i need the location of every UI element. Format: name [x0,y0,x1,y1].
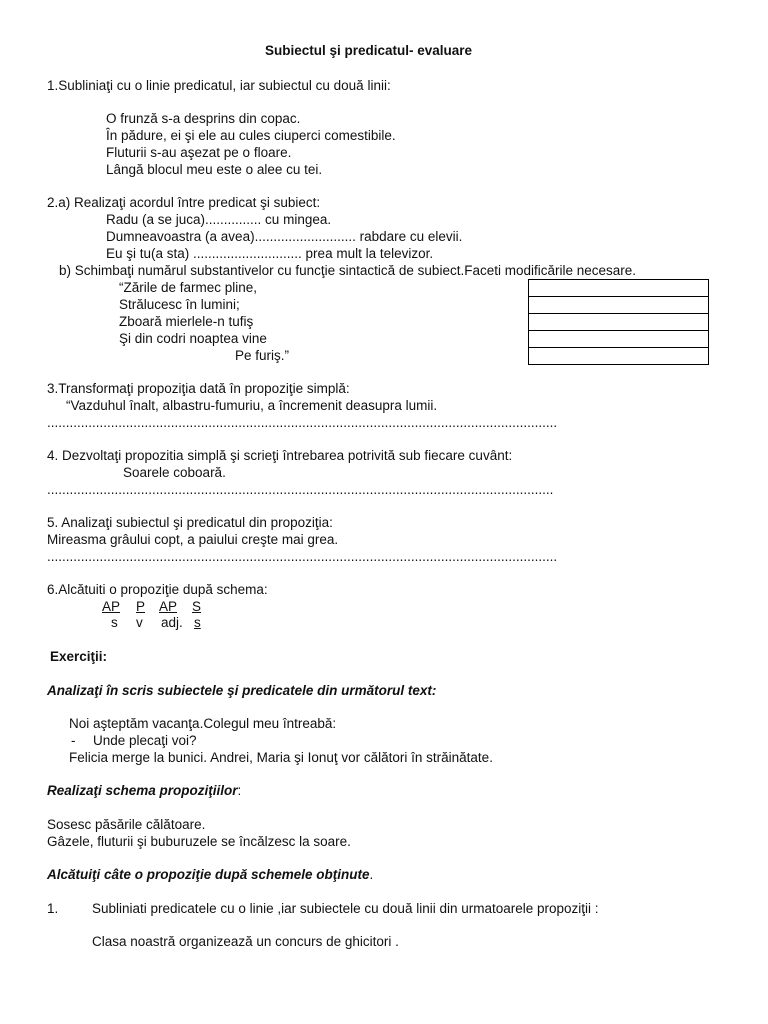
answer-box[interactable] [528,330,709,347]
item-number: 1. [47,901,59,916]
schema-top: AP [159,599,178,614]
exercitii-heading: Exerciţii: [50,649,108,664]
q2a-line: Radu (a se juca)............... cu mingea. [106,212,332,227]
text-line: Gâzele, fluturii şi buburuzele se încălzesc la soare. [47,834,351,849]
q1-sentence: În pădure, ei şi ele au cules ciuperci comestibile. [106,128,396,143]
q4-heading: 4. Dezvoltaţi propozitia simplă şi scrieţi întrebarea potrivită sub fiecare cuvânt: [47,448,513,463]
task2 [47,783,241,799]
schema-bottom: s [111,615,118,630]
task3 [47,867,373,883]
q4-text: Soarele coboară. [123,465,226,480]
text-line: Sosesc păsările călătoare. [47,817,206,832]
answer-box[interactable] [528,296,709,313]
poem-line: “Zările de farmec pline, [119,280,258,295]
schema-top: AP [102,599,121,614]
q1-sentence: Fluturii s-au aşezat pe o floare. [106,145,292,160]
task1: Analizaţi în scris subiectele şi predicatele din următorul text: [47,683,437,698]
q5-answer-line[interactable]: ........................................................................................................................................ [47,549,558,564]
q2a-line: Eu şi tu(a sta) ............................. prea mult la televizor. [106,246,434,261]
dialog-dash: - [71,733,76,748]
q3-answer-line[interactable]: ........................................................................................................................................ [47,415,558,430]
text-line: Noi aşteptăm vacanţa.Colegul meu întreabă: [69,716,337,731]
poem-line: Şi din codri noaptea vine [119,331,267,346]
answer-box[interactable] [528,279,709,296]
q5-text: Mireasma grâului copt, a paiului creşte mai grea. [47,532,339,547]
schema-top: P [136,599,146,614]
task3-label: Alcătuiţi câte o propoziţie după schemele obţinute [47,867,370,882]
answer-boxes [528,279,709,365]
q2a-heading: 2.a) Realizaţi acordul între predicat şi subiect: [47,195,321,210]
task3-punct: . [369,867,374,882]
schema-top: S [192,599,202,614]
schema-bottom: adj. [161,615,183,630]
poem-line: Zboară mierlele-n tufiş [119,314,254,329]
q3-heading: 3.Transformaţi propoziţia dată în propoziţie simplă: [47,381,350,396]
q1-sentence: O frunză s-a desprins din copac. [106,111,301,126]
item-sentence: Clasa noastră organizează un concurs de ghicitori . [92,934,399,949]
q5-heading: 5. Analizaţi subiectul şi predicatul din propoziţia: [47,515,333,530]
text-line: Felicia merge la bunici. Andrei, Maria şi Ionuţ vor călători în străinătate. [69,750,493,765]
q2b-heading: b) Schimbaţi numărul substantivelor cu funcţie sintactică de subiect.Faceti modificările necesare. [59,263,637,278]
poem-line: Strălucesc în lumini; [119,297,240,312]
q4-answer-line[interactable]: ....................................................................................................................................... [47,482,554,497]
q6-heading: 6.Alcătuiti o propoziţie după schema: [47,582,268,597]
q2a-line: Dumneavoastra (a avea)........................... rabdare cu elevii. [106,229,463,244]
task2-punct: : [237,783,242,798]
answer-box[interactable] [528,313,709,330]
task2-label: Realizaţi schema propoziţiilor [47,783,238,798]
q1-heading: 1.Subliniaţi cu o linie predicatul, iar subiectul cu două linii: [47,78,391,93]
q3-text: “Vazduhul înalt, albastru-fumuriu, a încremenit deasupra lumii. [66,398,438,413]
text-line: Unde plecaţi voi? [93,733,197,748]
schema-bottom: v [136,615,143,630]
item-text: Subliniati predicatele cu o linie ,iar subiectele cu două linii din urmatoarele propoziţii : [92,901,599,916]
poem-line: Pe furiş.” [235,348,290,363]
schema-bottom: s [194,615,201,630]
page-title: Subiectul şi predicatul- evaluare [265,43,473,58]
answer-box[interactable] [528,347,709,365]
q1-sentence: Lângă blocul meu este o alee cu tei. [106,162,323,177]
